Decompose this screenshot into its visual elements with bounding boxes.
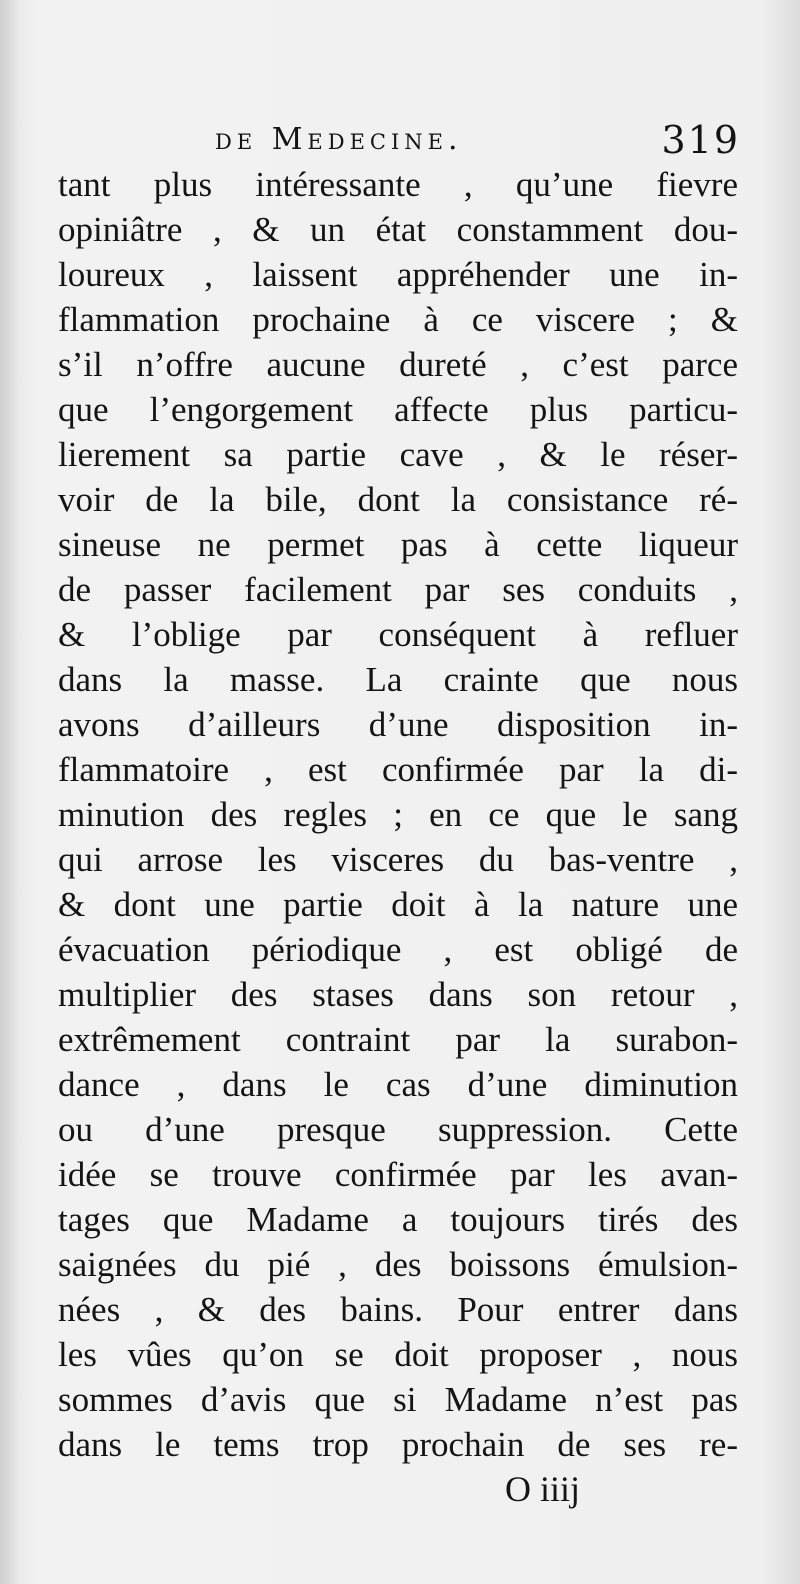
text-line: flammatoire , est confirmée par la di- xyxy=(58,750,738,789)
text-line: sommes d’avis que si Madame n’est pas xyxy=(58,1380,738,1419)
text-line: lierement sa partie cave , & le réser- xyxy=(58,435,738,474)
text-line: & dont une partie doit à la nature une xyxy=(58,885,738,924)
text-line: s’il n’offre aucune dureté , c’est parce xyxy=(58,345,738,384)
text-line: multiplier des stases dans son retour , xyxy=(58,975,738,1014)
text-line: ou d’une presque suppression. Cette xyxy=(58,1110,738,1149)
text-line: les vûes qu’on se doit proposer , nous xyxy=(58,1335,738,1374)
text-line: idée se trouve confirmée par les avan- xyxy=(58,1155,738,1194)
text-line: évacuation périodique , est obligé de xyxy=(58,930,738,969)
text-line: tages que Madame a toujours tirés des xyxy=(58,1200,738,1239)
text-line: dans la masse. La crainte que nous xyxy=(58,660,738,699)
text-line: minution des regles ; en ce que le sang xyxy=(58,795,738,834)
text-line: dans le tems trop prochain de ses re- xyxy=(58,1425,738,1464)
text-line: opiniâtre , & un état constamment dou- xyxy=(58,210,738,249)
body-text xyxy=(58,162,738,1467)
text-line: qui arrose les visceres du bas-ventre , xyxy=(58,840,738,879)
text-line: tant plus intéressante , qu’une fievre xyxy=(58,165,738,204)
running-head: de Medecine. xyxy=(215,122,463,157)
text-line: avons d’ailleurs d’une disposition in- xyxy=(58,705,738,744)
text-line: saignées du pié , des boissons émulsion- xyxy=(58,1245,738,1284)
page-header xyxy=(60,118,740,168)
signature-mark: O iiij xyxy=(505,1469,581,1509)
text-line: dance , dans le cas d’une diminution xyxy=(58,1065,738,1104)
text-line: loureux , laissent appréhender une in- xyxy=(58,255,738,294)
text-line: voir de la bile, dont la consistance ré- xyxy=(58,480,738,519)
page-number: 319 xyxy=(661,118,740,162)
page-gutter-shadow xyxy=(0,0,18,1584)
text-line: extrêmement contraint par la surabon- xyxy=(58,1020,738,1059)
text-line: & l’oblige par conséquent à refluer xyxy=(58,615,738,654)
text-line: de passer facilement par ses conduits , xyxy=(58,570,738,609)
text-line: sineuse ne permet pas à cette liqueur xyxy=(58,525,738,564)
text-line: que l’engorgement affecte plus particu- xyxy=(58,390,738,429)
page-footer xyxy=(60,1468,740,1518)
text-line: nées , & des bains. Pour entrer dans xyxy=(58,1290,738,1329)
text-line: flammation prochaine à ce viscere ; & xyxy=(58,300,738,339)
